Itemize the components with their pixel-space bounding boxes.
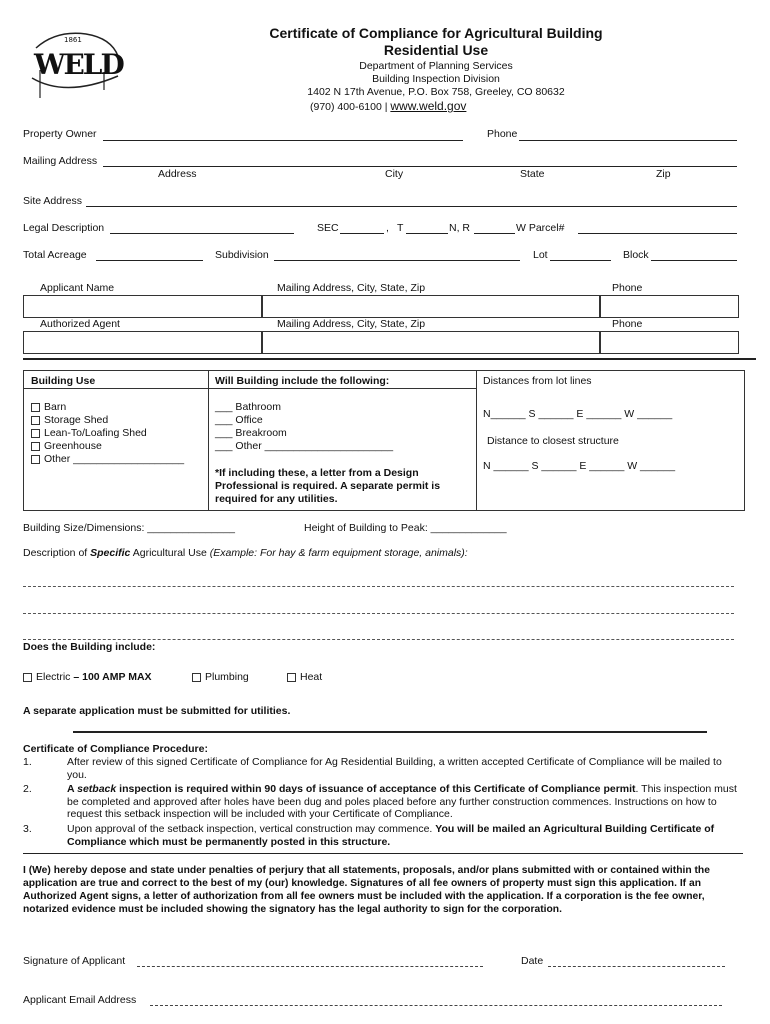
lot-label: Lot bbox=[533, 249, 548, 261]
distances-row2[interactable]: N ______ S ______ E ______ W ______ bbox=[483, 460, 676, 472]
phone-label: Phone bbox=[487, 128, 518, 140]
checkbox-icon[interactable] bbox=[31, 403, 40, 412]
sec-field[interactable] bbox=[340, 233, 384, 234]
applicant-name-header: Applicant Name bbox=[40, 282, 115, 294]
procedure-item-1: 1. After review of this signed Certificate of Compliance for Ag Residential Building, a written accepted Certificate of Compliance will be mailed to you. bbox=[23, 756, 722, 781]
electric-option[interactable]: Electric – 100 AMP MAX bbox=[23, 671, 152, 683]
breakroom-option[interactable]: ___ Breakroom bbox=[215, 427, 287, 439]
utilities-heading: Does the Building include: bbox=[23, 641, 156, 653]
checkbox-icon[interactable] bbox=[31, 429, 40, 438]
sec-label: SEC bbox=[317, 222, 339, 234]
distances-header: Distances from lot lines bbox=[483, 375, 592, 387]
description-line-3[interactable] bbox=[23, 639, 734, 640]
sub-address: Address bbox=[158, 168, 197, 180]
bathroom-option[interactable]: ___ Bathroom bbox=[215, 401, 281, 413]
total-acreage-field[interactable] bbox=[96, 260, 203, 261]
building-height-field[interactable]: Height of Building to Peak: _____________ bbox=[304, 522, 507, 534]
block-field[interactable] bbox=[651, 260, 737, 261]
office-address: 1402 N 17th Avenue, P.O. Box 758, Greeley, CO 80632 bbox=[307, 86, 565, 98]
separate-application-note: A separate application must be submitted for utilities. bbox=[23, 705, 291, 717]
dept-name: Department of Planning Services bbox=[359, 60, 513, 72]
checkbox-icon[interactable] bbox=[192, 673, 201, 682]
block-label: Block bbox=[623, 249, 649, 261]
property-owner-field[interactable] bbox=[103, 140, 463, 141]
procedure-item-2: 2. A setback inspection is required within 90 days of issuance of acceptance of this Certificate of Compliance permit. This inspection must be completed and approved after holes have been dug and poles placed before any further construction commences. Instructions on how to request this setback inspection will be included with your Certificate of Compliance. bbox=[23, 783, 737, 820]
logo-year: 1861 bbox=[64, 36, 82, 44]
checkbox-icon[interactable] bbox=[31, 455, 40, 464]
agent-name-header: Authorized Agent bbox=[40, 318, 120, 330]
applicant-mailing-header: Mailing Address, City, State, Zip bbox=[277, 282, 426, 294]
total-acreage-label: Total Acreage bbox=[23, 249, 87, 261]
signature-field[interactable] bbox=[137, 966, 483, 967]
includes-header: Will Building include the following: bbox=[215, 375, 390, 387]
closest-structure-label: Distance to closest structure bbox=[487, 435, 619, 447]
checkbox-icon[interactable] bbox=[287, 673, 296, 682]
includes-note: *If including these, a letter from a Design Professional is required. A separate permit is required for any utilities. bbox=[215, 467, 441, 505]
other-option[interactable]: Other ___________________ bbox=[31, 453, 184, 466]
heat-option[interactable]: Heat bbox=[287, 671, 322, 683]
building-size-field[interactable]: Building Size/Dimensions: _______________ bbox=[23, 522, 235, 534]
includes-col-divider bbox=[476, 370, 477, 510]
form-title-line2: Residential Use bbox=[383, 42, 489, 58]
applicant-phone-header: Phone bbox=[612, 282, 643, 294]
subdivision-label: Subdivision bbox=[215, 249, 269, 261]
agent-mailing-cell[interactable] bbox=[261, 331, 601, 354]
building-use-col-divider bbox=[208, 370, 209, 510]
site-address-label: Site Address bbox=[23, 195, 82, 207]
site-address-field[interactable] bbox=[86, 206, 737, 207]
weld-county-logo bbox=[26, 28, 124, 100]
applicant-mailing-cell[interactable] bbox=[261, 295, 601, 318]
logo-wordmark: WELD bbox=[34, 48, 123, 81]
phone-field[interactable] bbox=[519, 140, 737, 141]
r-field[interactable] bbox=[474, 233, 515, 234]
date-field[interactable] bbox=[548, 966, 725, 967]
procedure-heading: Certificate of Compliance Procedure: bbox=[23, 743, 208, 755]
other-include-option[interactable]: ___ Other ______________________ bbox=[215, 440, 394, 452]
perjury-declaration: I (We) hereby depose and state under penalties of perjury that all statements, proposals, and/or plans submitted with or contained within the application are true and correct to the best of my (our) knowledge. Signatures of all fee owners of property must sign this application. If an Authorized Agent signs, a letter of authorization from all fee owners must be included with the application. If a corporation is the fee owner, notarized evidence must be included showing the signatory has the legal authority to sign for the corporation. bbox=[23, 865, 710, 915]
building-use-header: Building Use bbox=[31, 375, 96, 387]
t-field[interactable] bbox=[406, 233, 448, 234]
agent-name-cell[interactable] bbox=[23, 331, 263, 354]
plumbing-option[interactable]: Plumbing bbox=[192, 671, 249, 683]
subdivision-field[interactable] bbox=[274, 260, 520, 261]
form-title-line1: Certificate of Compliance for Agricultural Building bbox=[269, 25, 603, 41]
procedure-divider bbox=[73, 731, 707, 733]
sub-zip: Zip bbox=[656, 168, 671, 180]
description-line-2[interactable] bbox=[23, 613, 734, 614]
w-parcel-label: W Parcel# bbox=[516, 222, 565, 234]
t-label: T bbox=[397, 222, 404, 234]
checkbox-icon[interactable] bbox=[31, 416, 40, 425]
includes-options bbox=[215, 401, 393, 453]
email-field[interactable] bbox=[150, 1005, 722, 1006]
agent-phone-cell[interactable] bbox=[599, 331, 739, 354]
lot-field[interactable] bbox=[550, 260, 611, 261]
office-phone: (970) 400-6100 | bbox=[310, 101, 388, 113]
date-label: Date bbox=[521, 955, 544, 967]
building-use-options bbox=[31, 401, 184, 466]
barn-option[interactable]: Barn bbox=[31, 401, 184, 414]
greenhouse-option[interactable]: Greenhouse bbox=[31, 440, 184, 453]
agent-mailing-header: Mailing Address, City, State, Zip bbox=[277, 318, 426, 330]
storage-shed-option[interactable]: Storage Shed bbox=[31, 414, 184, 427]
property-owner-label: Property Owner bbox=[23, 128, 97, 140]
checkbox-icon[interactable] bbox=[23, 673, 32, 682]
office-option[interactable]: ___ Office bbox=[215, 414, 263, 426]
declaration-divider bbox=[23, 853, 743, 854]
description-line-1[interactable] bbox=[23, 586, 734, 587]
building-use-header-rule bbox=[23, 388, 477, 389]
agent-phone-header: Phone bbox=[612, 318, 643, 330]
sub-state: State bbox=[520, 168, 545, 180]
legal-description-label: Legal Description bbox=[23, 222, 105, 234]
signature-label: Signature of Applicant bbox=[23, 955, 126, 967]
checkbox-icon[interactable] bbox=[31, 442, 40, 451]
applicant-phone-cell[interactable] bbox=[599, 295, 739, 318]
parcel-field[interactable] bbox=[578, 233, 737, 234]
n-r-label: N, R bbox=[449, 222, 470, 234]
email-label: Applicant Email Address bbox=[23, 994, 137, 1006]
sub-city: City bbox=[385, 168, 404, 180]
legal-description-field[interactable] bbox=[110, 233, 294, 234]
description-label: Description of Specific Agricultural Use (Example: For hay & farm equipment storage, animals): bbox=[23, 547, 468, 559]
procedure-item-3: 3. Upon approval of the setback inspection, vertical construction may commence. You will be mailed an Agricultural Building Certificate of Compliance which must be permanently posted in this structure. bbox=[23, 823, 715, 848]
website-link[interactable]: www.weld.gov bbox=[390, 99, 467, 113]
division-name: Building Inspection Division bbox=[372, 73, 500, 85]
applicant-name-cell[interactable] bbox=[23, 295, 263, 318]
section-divider bbox=[23, 358, 756, 360]
mailing-address-field[interactable] bbox=[103, 166, 737, 167]
mailing-address-label: Mailing Address bbox=[23, 155, 98, 167]
lean-to-option[interactable]: Lean-To/Loafing Shed bbox=[31, 427, 184, 440]
distances-row1[interactable]: N______ S ______ E ______ W ______ bbox=[483, 408, 673, 420]
